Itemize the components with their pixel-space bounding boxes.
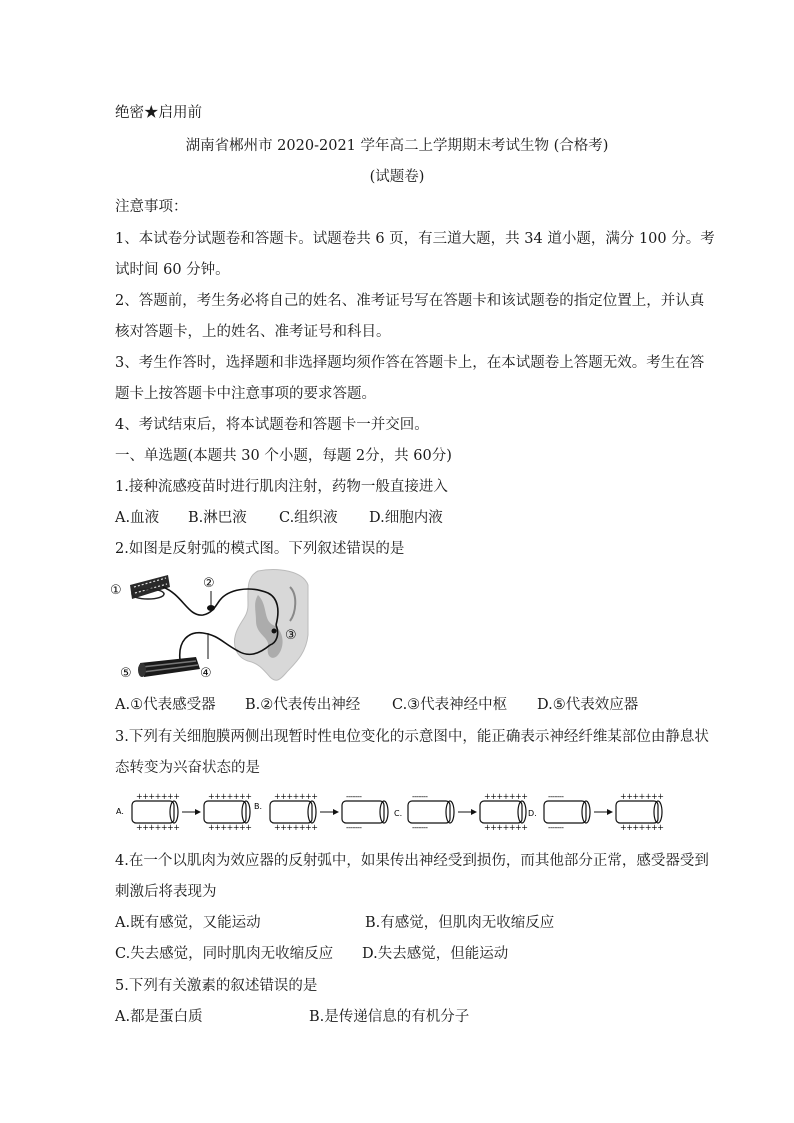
question-2-stem: 2.如图是反射弧的模式图。下列叙述错误的是 bbox=[115, 541, 405, 557]
q4-option-a: A.既有感觉，又能运动 bbox=[115, 915, 261, 931]
svg-text:+++++++: +++++++ bbox=[484, 823, 528, 832]
q5-option-b: B.是传递信息的有机分子 bbox=[309, 1009, 470, 1025]
svg-text:+++++++: +++++++ bbox=[484, 792, 528, 801]
svg-text:-------: ------- bbox=[346, 792, 362, 801]
notes-line: 题卡上按答题卡中注意事项的要求答题。 bbox=[115, 386, 376, 402]
fig-label-1: ① bbox=[110, 583, 122, 598]
svg-text:+++++++: +++++++ bbox=[274, 792, 318, 801]
svg-text:+++++++: +++++++ bbox=[274, 823, 318, 832]
q5-option-a: A.都是蛋白质 bbox=[115, 1009, 203, 1025]
effector-shape bbox=[138, 657, 200, 677]
q2-option-d: D.⑤代表效应器 bbox=[537, 697, 639, 713]
notes-line: 2、答题前，考生务必将自己的姓名、准考证号写在答题卡和该试题卷的指定位置上，并认真 bbox=[115, 293, 705, 309]
q1-option-a: A.血液 bbox=[115, 510, 160, 526]
q4-option-b: B.有感觉，但肌肉无收缩反应 bbox=[365, 915, 555, 931]
notes-line: 1、本试卷分试题卷和答题卡。试题卷共 6 页，有三道大题，共 34 道小题，满分 100 分。考 bbox=[115, 231, 715, 247]
secret-mark: 绝密★启用前 bbox=[115, 105, 202, 121]
question-1-stem: 1.接种流感疫苗时进行肌肉注射，药物一般直接进入 bbox=[115, 479, 448, 495]
q1-option-b: B.淋巴液 bbox=[188, 510, 247, 526]
svg-text:+++++++: +++++++ bbox=[136, 792, 180, 801]
svg-text:-------: ------- bbox=[548, 823, 564, 832]
q4-option-d: D.失去感觉，但能运动 bbox=[362, 946, 509, 962]
notes-line: 4、考试结束后，将本试题卷和答题卡一并交回。 bbox=[115, 417, 429, 433]
svg-text:+++++++: +++++++ bbox=[208, 823, 252, 832]
spinal-cord-shape bbox=[235, 570, 309, 681]
q3-fig-d bbox=[544, 792, 663, 832]
question-4-stem-line2: 刺激后将表现为 bbox=[115, 884, 217, 900]
fig-label-3: ③ bbox=[285, 628, 297, 643]
fig-label-2: ② bbox=[203, 576, 215, 591]
q4-option-c: C.失去感觉，同时肌肉无收缩反应 bbox=[115, 946, 334, 962]
svg-text:-------: ------- bbox=[346, 823, 362, 832]
q1-option-d: D.细胞内液 bbox=[369, 510, 443, 526]
svg-text:+++++++: +++++++ bbox=[620, 823, 664, 832]
svg-text:+++++++: +++++++ bbox=[620, 792, 664, 801]
notes-heading: 注意事项： bbox=[115, 199, 188, 215]
q3-fig-b bbox=[270, 792, 388, 832]
exam-subtitle: (试题卷) bbox=[369, 169, 425, 185]
q2-option-a: A.①代表感受器 bbox=[115, 697, 216, 713]
svg-text:+++++++: +++++++ bbox=[136, 823, 180, 832]
q3-fig-label-d: D. bbox=[528, 809, 537, 818]
svg-text:-------: ------- bbox=[412, 792, 428, 801]
question-3-stem-line1: 3.下列有关细胞膜两侧出现暂时性电位变化的示意图中，能正确表示神经纤维某部位由静息状 bbox=[115, 729, 709, 745]
reflex-arc-figure bbox=[108, 565, 313, 687]
notes-line: 3、考生作答时，选择题和非选择题均须作答在答题卡上，在本试题卷上答题无效。考生在答 bbox=[115, 355, 705, 371]
svg-text:+++++++: +++++++ bbox=[208, 792, 252, 801]
notes-line: 试时间 60 分钟。 bbox=[115, 262, 230, 278]
question-5-stem: 5.下列有关激素的叙述错误的是 bbox=[115, 978, 318, 994]
ganglion-shape bbox=[207, 605, 215, 611]
q2-option-c: C.③代表神经中枢 bbox=[392, 697, 508, 713]
membrane-potential-figure bbox=[112, 792, 672, 834]
q3-fig-label-a: A. bbox=[116, 807, 124, 816]
question-4-stem-line1: 4.在一个以肌肉为效应器的反射弧中，如果传出神经受到损伤，而其他部分正常，感受器受到 bbox=[115, 853, 709, 869]
q2-option-b: B.②代表传出神经 bbox=[245, 697, 361, 713]
fig-label-5: ⑤ bbox=[120, 666, 132, 681]
exam-title: 湖南省郴州市 2020-2021 学年高二上学期期末考试生物 (合格考) bbox=[185, 138, 609, 154]
svg-text:-------: ------- bbox=[412, 823, 428, 832]
q3-fig-label-c: C. bbox=[394, 809, 403, 818]
q3-fig-a bbox=[132, 792, 251, 832]
section-heading: 一、单选题(本题共 30 个小题，每题 2分，共 60分) bbox=[115, 448, 452, 464]
question-3-stem-line2: 态转变为兴奋状态的是 bbox=[115, 760, 260, 776]
fig-label-4: ④ bbox=[200, 666, 212, 681]
q1-option-c: C.组织液 bbox=[279, 510, 338, 526]
q3-fig-c bbox=[408, 792, 527, 832]
notes-line: 核对答题卡，上的姓名、准考证号和科目。 bbox=[115, 324, 391, 340]
svg-text:-------: ------- bbox=[548, 792, 564, 801]
q3-fig-label-b: B. bbox=[254, 802, 263, 811]
